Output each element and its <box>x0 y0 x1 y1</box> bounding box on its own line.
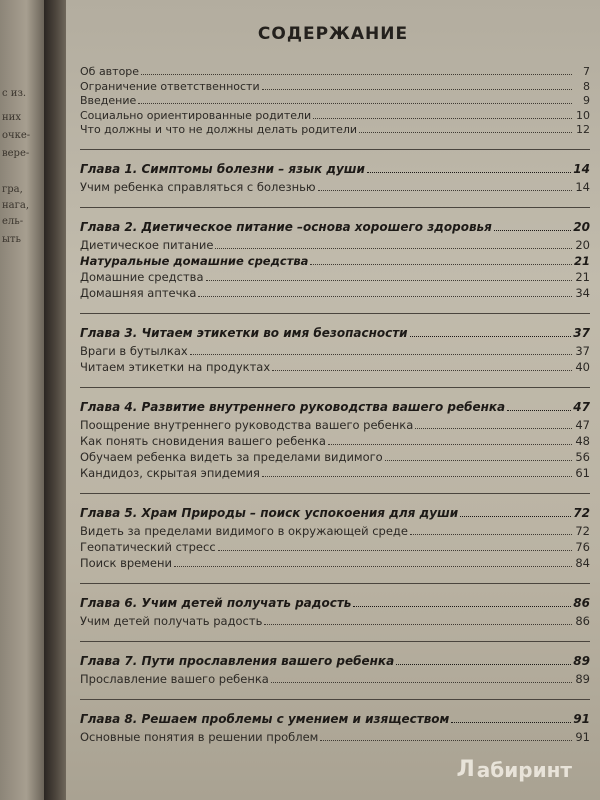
toc-page-number: 37 <box>573 325 590 340</box>
toc-entry <box>80 108 590 123</box>
toc-entry <box>80 343 590 359</box>
left-page-fragment: них <box>2 112 21 123</box>
dot-leader <box>138 93 572 104</box>
toc-entry <box>80 555 590 571</box>
toc-page-number: 21 <box>573 253 590 268</box>
toc-entry-label: Видеть за пределами видимого в окружающей среде <box>80 523 408 538</box>
section-divider <box>80 699 590 700</box>
toc-chapter-group <box>80 218 590 301</box>
dot-leader <box>410 324 572 337</box>
toc-page-number: 14 <box>573 161 590 176</box>
toc-chapter-entry <box>80 324 590 343</box>
toc-entry <box>80 671 590 687</box>
toc-chapter-group <box>80 324 590 375</box>
toc-entry-label: Об авторе <box>80 65 140 78</box>
toc-page-number: 8 <box>583 79 590 93</box>
toc-entry-label: Учим ребенка справляться с болезнью <box>80 179 316 194</box>
toc-entry-label: Введение <box>80 94 137 107</box>
dot-leader <box>271 672 572 683</box>
dot-leader <box>310 254 572 265</box>
section-divider <box>80 207 590 208</box>
toc-page-number: 89 <box>575 671 590 686</box>
dot-leader <box>353 594 571 607</box>
toc-entry <box>80 179 590 195</box>
dot-leader <box>451 710 571 723</box>
section-divider <box>80 493 590 494</box>
dot-leader <box>460 504 571 517</box>
table-of-contents <box>80 64 590 757</box>
toc-entry-label: Диетическое питание <box>80 237 214 252</box>
section-divider <box>80 583 590 584</box>
left-page-fragment: нага, <box>2 200 30 211</box>
toc-chapter-entry <box>80 710 590 729</box>
dot-leader <box>507 398 571 411</box>
toc-entry-label: Домашняя аптечка <box>80 285 197 300</box>
toc-entry <box>80 237 590 253</box>
dot-leader <box>174 556 572 567</box>
toc-entry <box>80 122 590 137</box>
toc-entry-label: Поиск времени <box>80 555 172 570</box>
toc-page-number: 9 <box>583 94 590 107</box>
toc-page-number: 47 <box>575 417 590 432</box>
dot-leader <box>328 434 572 445</box>
dot-leader <box>385 450 572 461</box>
dot-leader <box>218 540 572 551</box>
toc-entry <box>80 449 590 465</box>
labirint-watermark <box>457 757 573 782</box>
labirint-logo-icon: Л <box>456 757 475 782</box>
toc-entry-label: Глава 3. Читаем этикетки во имя безопасности <box>80 325 408 340</box>
book-gutter <box>44 0 66 800</box>
dot-leader <box>141 64 572 75</box>
toc-page-number: 47 <box>573 399 590 414</box>
toc-page-number: 91 <box>573 711 590 726</box>
toc-front-matter <box>80 64 590 137</box>
toc-entry-label: Глава 8. Решаем проблемы с умением и изяществом <box>80 711 450 726</box>
toc-entry <box>80 523 590 539</box>
page-title: СОДЕРЖАНИЕ <box>257 24 409 44</box>
toc-page-number: 56 <box>575 449 590 464</box>
toc-entry <box>80 539 590 555</box>
dot-leader <box>206 270 573 281</box>
dot-leader <box>313 108 572 119</box>
toc-entry-label: Учим детей получать радость <box>80 613 263 628</box>
toc-page-number: 76 <box>575 539 590 554</box>
dot-leader <box>367 160 571 173</box>
dot-leader <box>494 218 571 231</box>
toc-entry-label: Геопатический стресс <box>80 539 216 554</box>
toc-entry-label: Как понять сновидения вашего ребенка <box>80 433 326 448</box>
dot-leader <box>190 344 572 355</box>
toc-chapter-group <box>80 594 590 629</box>
toc-entry <box>80 64 590 79</box>
dot-leader <box>396 652 571 665</box>
dot-leader <box>415 418 572 429</box>
toc-entry-label: Враги в бутылках <box>80 343 188 358</box>
toc-chapter-entry <box>80 398 590 417</box>
toc-page <box>66 0 600 800</box>
toc-page-number: 7 <box>583 65 590 78</box>
toc-entry-label: Читаем этикетки на продуктах <box>80 359 271 374</box>
toc-page-number: 84 <box>575 555 590 570</box>
toc-entry-label: Глава 6. Учим детей получать радость <box>80 595 352 610</box>
toc-entry <box>80 269 590 285</box>
dot-leader <box>272 360 572 371</box>
toc-page-number: 10 <box>576 108 590 122</box>
left-page-fragment: с из. <box>2 88 27 99</box>
toc-entry-label: Ограничение ответственности <box>80 79 260 93</box>
dot-leader <box>215 238 572 249</box>
toc-entry-label: Что должны и что не должны делать родители <box>80 123 358 136</box>
toc-page-number: 61 <box>575 465 590 480</box>
toc-entry <box>80 359 590 375</box>
left-page-fragment: гра, <box>2 184 23 195</box>
toc-entry-label: Поощрение внутреннего руководства вашего ребенка <box>80 417 414 432</box>
toc-entry-label: Натуральные домашние средства <box>80 253 309 268</box>
toc-entry <box>80 285 590 301</box>
toc-page-number: 89 <box>573 653 590 668</box>
toc-entry-label: Социально ориентированные родители <box>80 108 312 122</box>
toc-entry-label: Глава 1. Симптомы болезни – язык души <box>80 161 365 176</box>
left-page-edge <box>0 0 44 800</box>
toc-entry-label: Прославление вашего ребенка <box>80 671 269 686</box>
section-divider <box>80 313 590 314</box>
section-divider <box>80 641 590 642</box>
toc-entry-label: Обучаем ребенка видеть за пределами видимого <box>80 449 383 464</box>
toc-entry <box>80 613 590 629</box>
toc-page-number: 20 <box>575 237 590 252</box>
toc-page-number: 14 <box>575 179 590 194</box>
dot-leader <box>262 466 572 477</box>
toc-page-number: 21 <box>575 269 590 284</box>
left-page-fragment: очке- <box>2 130 31 141</box>
toc-chapter-group <box>80 398 590 481</box>
dot-leader <box>262 79 572 90</box>
left-page-fragment: ыть <box>2 234 21 245</box>
toc-entry-label: Глава 4. Развитие внутреннего руководства вашего ребенка <box>80 399 506 414</box>
toc-page-number: 34 <box>575 285 590 300</box>
toc-entry <box>80 417 590 433</box>
toc-page-number: 86 <box>573 595 590 610</box>
toc-page-number: 20 <box>573 219 590 234</box>
toc-page-number: 12 <box>576 123 590 136</box>
toc-chapter-entry <box>80 160 590 179</box>
toc-chapter-group <box>80 160 590 195</box>
toc-chapter-group <box>80 652 590 687</box>
toc-entry-label: Глава 5. Храм Природы – поиск успокоения для души <box>80 505 459 520</box>
left-page-fragment: ель- <box>2 216 24 227</box>
dot-leader <box>264 614 572 625</box>
toc-page-number: 72 <box>575 523 590 538</box>
watermark-text: абиринт <box>476 757 572 782</box>
toc-entry <box>80 79 590 94</box>
toc-entry <box>80 729 590 745</box>
section-divider <box>80 387 590 388</box>
toc-entry-label: Основные понятия в решении проблем <box>80 729 319 744</box>
toc-page-number: 48 <box>575 433 590 448</box>
toc-page-number: 72 <box>573 505 590 520</box>
toc-page-number: 37 <box>575 343 590 358</box>
dot-leader <box>318 180 572 191</box>
toc-chapter-group <box>80 504 590 571</box>
dot-leader <box>359 122 572 133</box>
dot-leader <box>320 730 572 741</box>
toc-chapter-entry <box>80 594 590 613</box>
toc-entry-label: Кандидоз, скрытая эпидемия <box>80 465 260 480</box>
toc-page-number: 40 <box>575 359 590 374</box>
dot-leader <box>410 524 572 535</box>
toc-entry-label: Глава 7. Пути прославления вашего ребенка <box>80 653 395 668</box>
dot-leader <box>198 286 572 297</box>
toc-entry-label: Глава 2. Диетическое питание –основа хорошего здоровья <box>80 219 492 234</box>
section-divider <box>80 149 590 150</box>
toc-chapter-entry <box>80 218 590 237</box>
toc-chapter-entry <box>80 652 590 671</box>
toc-entry <box>80 253 590 269</box>
toc-entry <box>80 465 590 481</box>
toc-entry <box>80 93 590 108</box>
toc-entry-label: Домашние средства <box>80 269 204 284</box>
toc-page-number: 91 <box>575 729 590 744</box>
toc-chapter-entry <box>80 504 590 523</box>
toc-entry <box>80 433 590 449</box>
toc-page-number: 86 <box>575 613 590 628</box>
toc-chapter-group <box>80 710 590 745</box>
left-page-fragment: вере- <box>2 148 30 159</box>
